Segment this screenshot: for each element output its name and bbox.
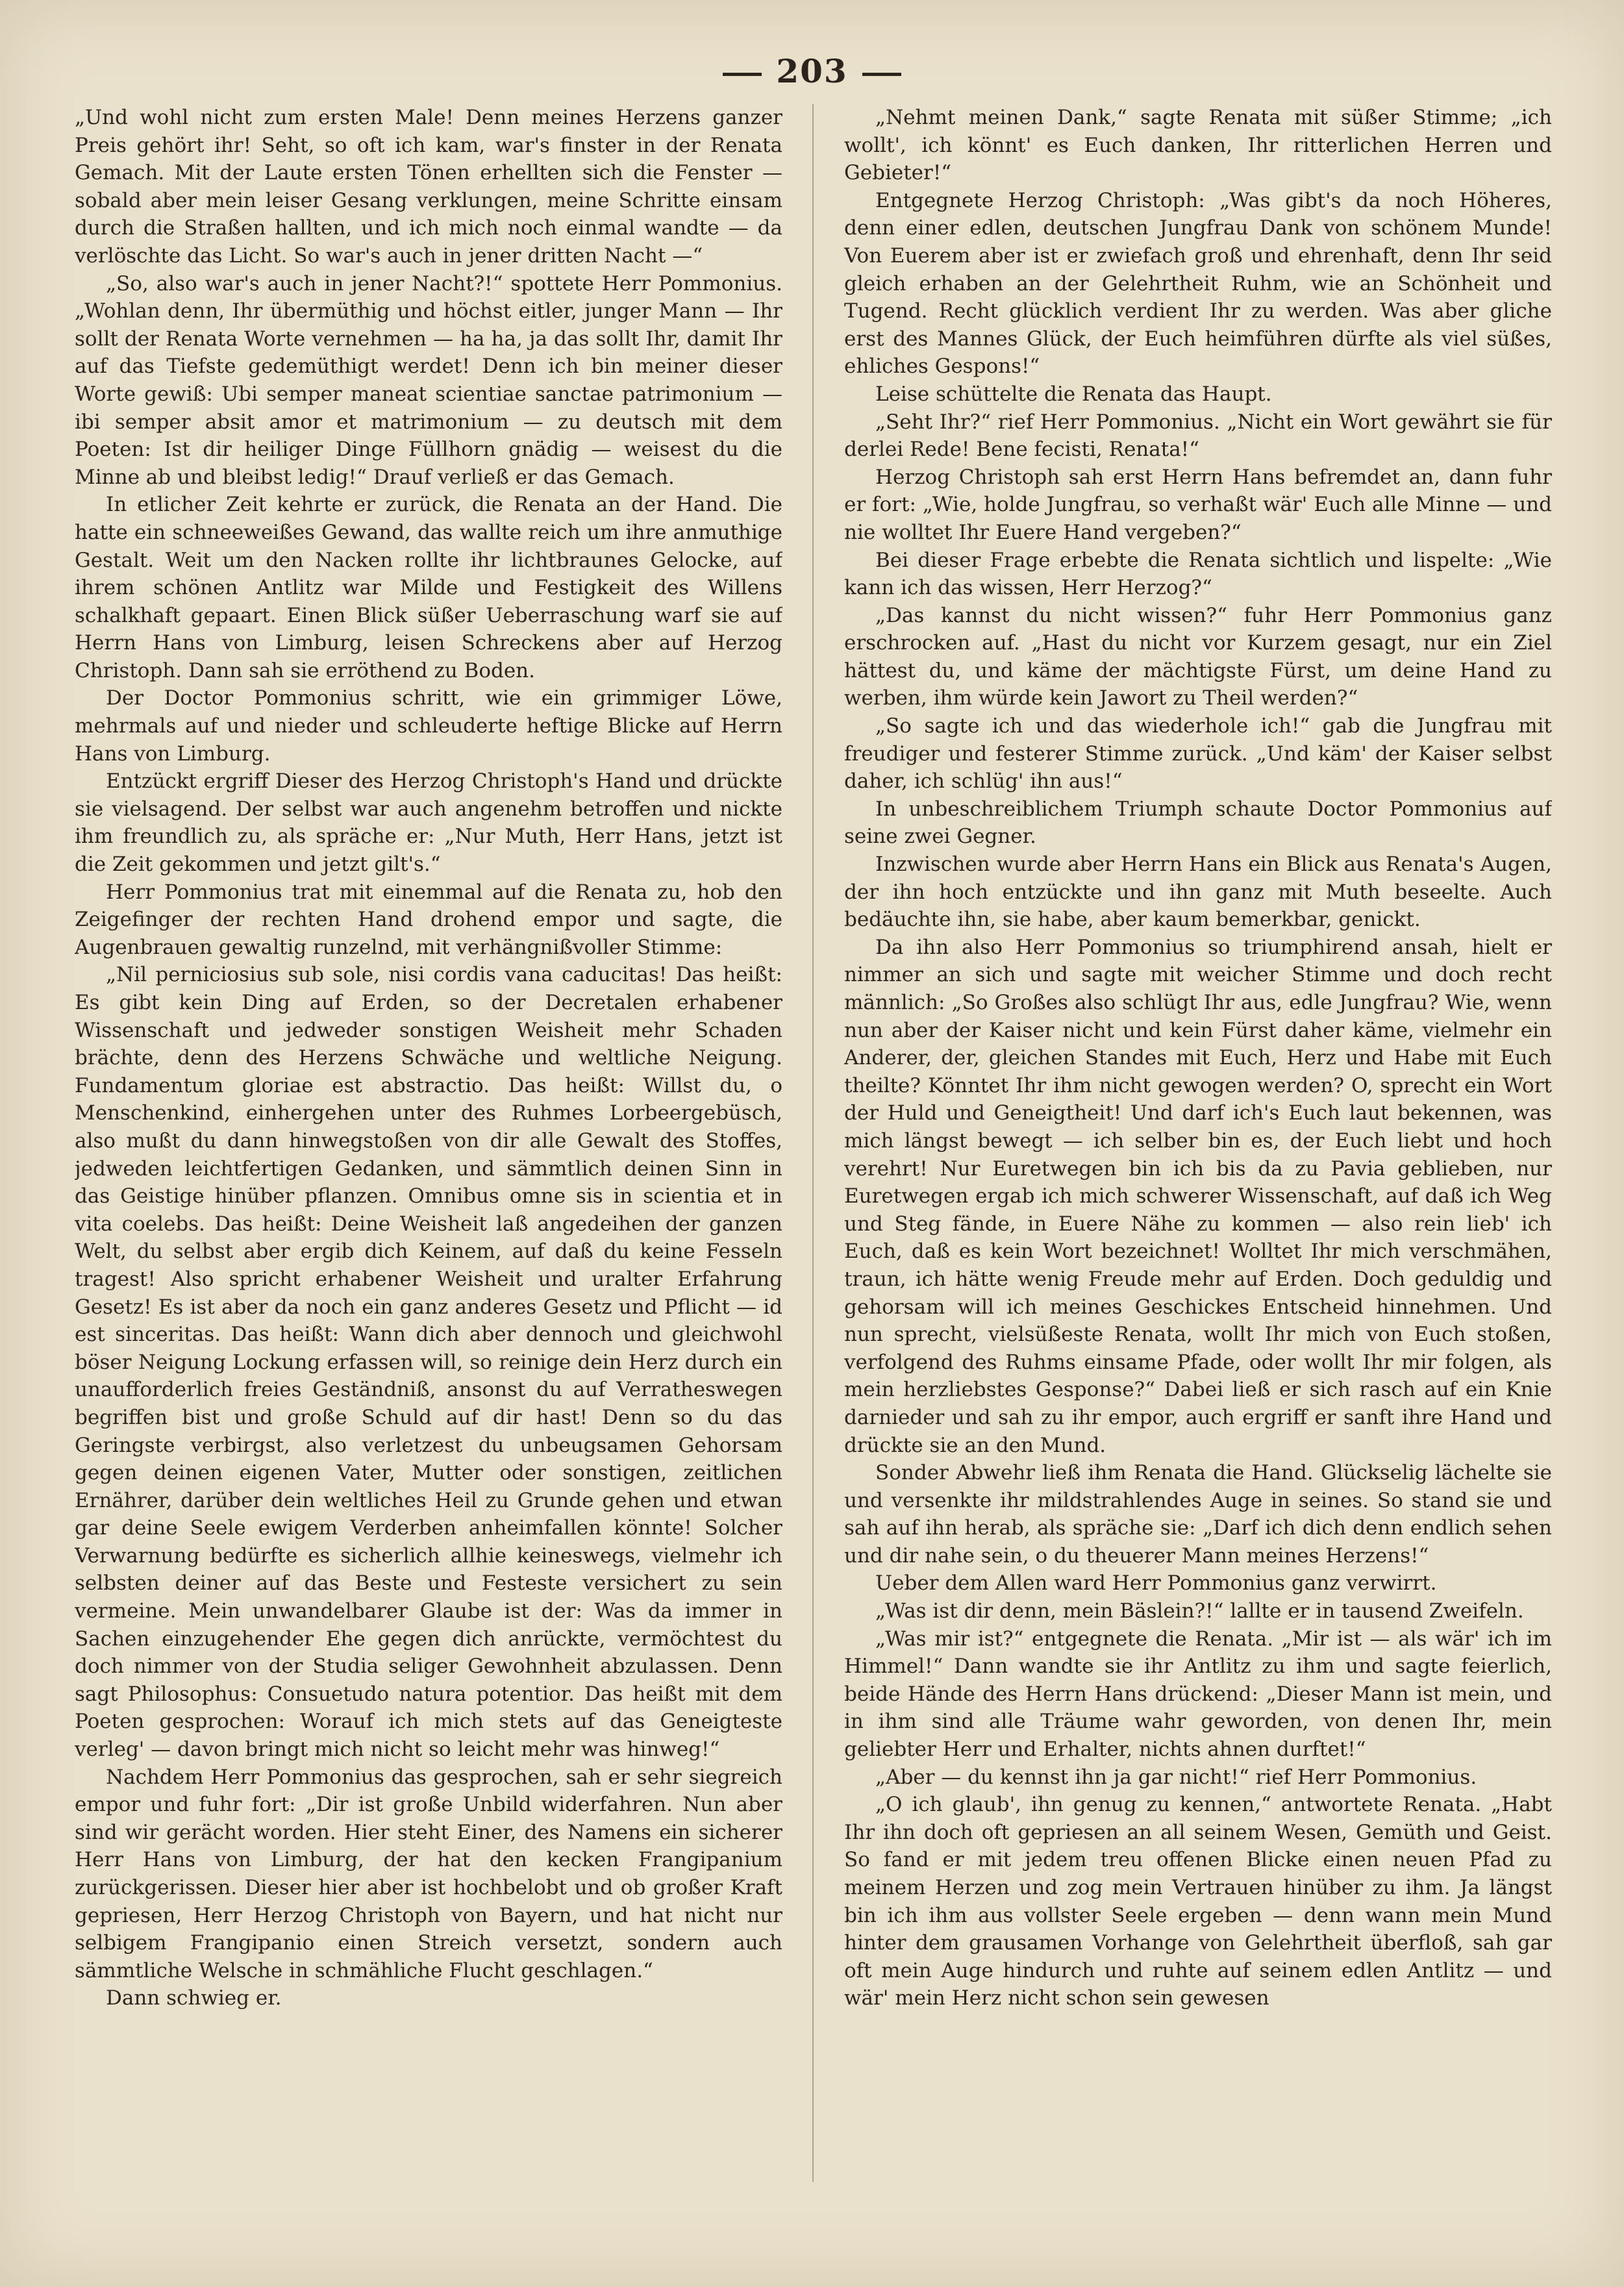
paragraph: „So sagte ich und das wiederhole ich!“ gab die Jungfrau mit freudiger und festerer Stimme zurück. „Und käm' der Kaiser selbst daher, ich schlüg' ihn aus!“	[844, 714, 1552, 794]
paragraph: Herzog Christoph sah erst Herrn Hans befremdet an, dann fuhr er fort: „Wie, holde Jungfrau, so verhaßt wär' Euch alle Minne — und nie wolltet Ihr Euere Hand vergeben?“	[844, 465, 1552, 544]
paragraph: „Was ist dir denn, mein Bäslein?!“ lallte er in tausend Zweifeln.	[875, 1599, 1524, 1623]
right-column	[844, 104, 1552, 2188]
paragraph: „Nil perniciosius sub sole, nisi cordis vana caducitas! Das heißt: Es gibt kein Ding auf Erden, so der Decretalen erhabener Wissenschaft und jedweder sonstigen Weisheit mehr Schaden brächte, denn des Herzens Schwäche und weltliche Neigung. Fundamentum gloriae est abstractio. Das heißt: Willst du, o Menschenkind, einhergehen unter des Ruhmes Lorbeergebüsch, also mußt du dann hinwegstoßen von dir alle Gewalt des Stoffes, jedweden leichtfertigen Gedanken, und sämmtlich deinen Sinn in das Geistige hinüber pflanzen. Omnibus omne sis in scientia et in vita coelebs. Das heißt: Deine Weisheit laß angedeihen der ganzen Welt, du selbst aber ergib dich Keinem, auf daß du keine Fesseln tragest! Also spricht erhabener Weisheit und uralter Erfahrung Gesetz! Es ist aber da noch ein ganz anderes Gesetz und Pflicht — id est sinceritas. Das heißt: Wann dich aber dennoch und gleichwohl böser Neigung Lockung erfassen will, so reinige dein Herz durch ein unaufforderlich freies Geständniß, ansonst du auf Verratheswegen begriffen bist und große Schuld auf dir hast! Denn so du das Geringste verbirgst, also verletzest du unbeugsamen Gehorsam gegen deinen eigenen Vater, Mutter oder sonstigen, zeitlichen Ernährer, darüber dein weltliches Heil zu Grunde gehen und etwan gar deine Seele ewigem Verderben anheimfallen könnte! Solcher Verwarnung bedürfte es sicherlich allhie keineswegs, vielmehr ich selbsten deiner auf das Beste und Festeste versichert zu sein vermeine. Mein unwandelbarer Glaube ist der: Was da immer in Sachen einzugehender Ehe gegen dich anrückte, vermöchtest du doch nimmer von der Studia seliger Gewohnheit abzulassen. Denn sagt Philosophus: Consuetudo natura potentior. Das heißt mit dem Poeten gesprochen: Worauf ich mich stets auf das Geneigteste verleg' — davon bringt mich nicht so leicht mehr was hinweg!“	[75, 963, 782, 1762]
paragraph: Sonder Abwehr ließ ihm Renata die Hand. Glückselig lächelte sie und versenkte ihr mildstrahlendes Auge in seines. So stand sie und sah auf ihn herab, als spräche sie: „Darf ich dich denn endlich sehen und dir nahe sein, o du theuerer Mann meines Herzens!“	[844, 1461, 1552, 1568]
page-number: 203	[776, 52, 848, 90]
paragraph: „Nehmt meinen Dank,“ sagte Renata mit süßer Stimme; „ich wollt', ich könnt' es Euch danken, Ihr ritterlichen Herren und Gebieter!“	[844, 106, 1552, 185]
paragraph: Ueber dem Allen ward Herr Pommonius ganz verwirrt.	[875, 1571, 1437, 1595]
paragraph: Herr Pommonius trat mit einemmal auf die Renata zu, hob den Zeigefinger der rechten Hand drohend empor und sagte, die Augenbrauen gewaltig runzelnd, mit verhängnißvoller Stimme:	[75, 880, 782, 959]
paragraph: „Seht Ihr?“ rief Herr Pommonius. „Nicht ein Wort gewährt sie für derlei Rede! Bene fecisti, Renata!“	[844, 410, 1552, 462]
paragraph: „Und wohl nicht zum ersten Male! Denn meines Herzens ganzer Preis gehört ihr! Seht, so oft ich kam, war's finster in der Renata Gemach. Mit der Laute ersten Tönen erhellten sich die Fenster — sobald aber mein leiser Gesang verklungen, meine Schritte einsam durch die Straßen hallten, und ich mich noch einmal wandte — da verlöschte das Licht. So war's auch in jener dritten Nacht —“	[75, 106, 782, 268]
paragraph: Dann schwieg er.	[106, 1986, 282, 2010]
header-dash-left	[723, 73, 762, 76]
paragraph: Nachdem Herr Pommonius das gesprochen, sah er sehr siegreich empor und fuhr fort: „Dir ist große Unbild widerfahren. Nun aber sind wir gerächt worden. Hier steht Einer, des Namens ein sicherer Herr Hans von Limburg, der hat den kecken Frangipanium zurückgerissen. Dieser hier aber ist hochbelobt und ob großer Kraft gepriesen, Herr Herzog Christoph von Bayern, und hat nicht nur selbigem Frangipanio einen Streich versetzt, sondern auch sämmtliche Welsche in schmähliche Flucht geschlagen.“	[75, 1765, 782, 1982]
left-column	[75, 104, 782, 2188]
paragraph: „Was mir ist?“ entgegnete die Renata. „Mir ist — als wär' ich im Himmel!“ Dann wandte sie ihr Antlitz zu ihm und sagte feierlich, beide Hände des Herrn Hans drückend: „Dieser Mann ist mein, und in ihm sind alle Träume wahr geworden, von denen Ihr, mein geliebter Herr und Erhalter, nichts ahnen durftet!“	[844, 1627, 1552, 1762]
paragraph: Entzückt ergriff Dieser des Herzog Christoph's Hand und drückte sie vielsagend. Der selbst war auch angenehm betroffen und nickte ihm freundlich zu, als spräche er: „Nur Muth, Herr Hans, jetzt ist die Zeit gekommen und jetzt gilt's.“	[75, 769, 782, 877]
paragraph: Inzwischen wurde aber Herrn Hans ein Blick aus Renata's Augen, der ihn hoch entzückte und ihn ganz mit Muth beseelte. Auch bedäuchte ihn, sie habe, aber kaum bemerkbar, genickt.	[844, 853, 1552, 932]
paragraph: „So, also war's auch in jener Nacht?!“ spottete Herr Pommonius. „Wohlan denn, Ihr übermüthig und höchst eitler, junger Mann — Ihr sollt der Renata Worte vernehmen — ha ha, ja das sollt Ihr, damit Ihr auf das Tiefste gedemüthigt werdet! Denn ich bin meiner dieser Worte gewiß: Ubi semper maneat scientiae sanctae patrimonium — ibi semper absit amor et matrimonium — zu deutsch mit dem Poeten: Ist dir heiliger Dinge Füllhorn gnädig — weisest du die Minne ab und bleibst ledig!“ Drauf verließ er das Gemach.	[75, 271, 782, 489]
paragraph: In etlicher Zeit kehrte er zurück, die Renata an der Hand. Die hatte ein schneeweißes Gewand, das wallte reich um ihre anmuthige Gestalt. Weit um den Nacken rollte ihr lichtbraunes Gelocke, auf ihrem schönen Antlitz war Milde und Festigkeit des Willens schalkhaft gepaart. Einen Blick süßer Ueberraschung warf sie auf Herrn Hans von Limburg, leisen Schreckens aber auf Herzog Christoph. Dann sah sie erröthend zu Boden.	[75, 493, 782, 682]
paragraph: „O ich glaub', ihn genug zu kennen,“ antwortete Renata. „Habt Ihr ihn doch oft gepriesen an all seinem Wesen, Gemüth und Geist. So fand er mit jedem treu offenen Blicke einen neuen Pfad zu meinem Herzen und zog mein Vertrauen hinüber zu ihm. Ja längst bin ich ihm aus vollster Seele ergeben — denn wann mein Mund hinter dem grausamen Vorhange von Gelehrtheit überfloß, sah gar oft mein Auge hindurch und ruhte auf seinem edlen Antlitz — und wär' mein Herz nicht schon sein gewesen	[844, 1793, 1552, 2010]
paragraph: Der Doctor Pommonius schritt, wie ein grimmiger Löwe, mehrmals auf und nieder und schleuderte heftige Blicke auf Herrn Hans von Limburg.	[75, 686, 782, 766]
paragraph: „Das kannst du nicht wissen?“ fuhr Herr Pommonius ganz erschrocken auf. „Hast du nicht vor Kurzem gesagt, nur ein Ziel hättest du, und käme der mächtigste Fürst, um deine Hand zu werben, ihm würde kein Jawort zu Theil werden?“	[844, 603, 1552, 710]
paragraph: Entgegnete Herzog Christoph: „Was gibt's da noch Höheres, denn einer edlen, deutschen Jungfrau Dank von schönem Munde! Von Euerem aber ist er zwiefach groß und ehrenhaft, denn Ihr seid gleich erhaben an der Gelehrtheit Ruhm, wie an Schönheit und Tugend. Recht glücklich verdient Ihr zu werden. Was aber gliche erst des Mannes Glück, der Euch heimführen dürfte als viel süßes, ehliches Gespons!“	[844, 188, 1552, 379]
paragraph: Da ihn also Herr Pommonius so triumphirend ansah, hielt er nimmer an sich und sagte mit weicher Stimme und doch recht männlich: „So Großes also schlügt Ihr aus, edle Jungfrau? Wie, wenn nun aber der Kaiser nicht und kein Fürst daher käme, vielmehr ein Anderer, der, gleichen Standes mit Euch, Herz und Habe mit Euch theilte? Könntet Ihr ihm nicht gewogen werden? O, sprecht ein Wort der Huld und Geneigtheit! Und darf ich's Euch laut bekennen, was mich längst bewegt — ich selber bin es, der Euch liebt und hoch verehrt! Nur Euretwegen bin ich bis da zu Pavia geblieben, nur Euretwegen ergab ich mich schwerer Wissenschaft, auf daß ich Weg und Steg fände, in Euere Nähe zu kommen — also rein lieb' ich Euch, daß es kein Wort bezeichnet! Wolltet Ihr mich verschmähen, traun, ich hätte wenig Freude mehr auf Erden. Doch geduldig und gehorsam will ich meines Geschickes Entscheid hinnehmen. Und nun sprecht, vielsüßeste Renata, wollt Ihr mich von Euch stoßen, verfolgend des Ruhms einsame Pfade, oder wollt Ihr mir folgen, als mein herzliebstes Gesponse?“ Dabei ließ er sich rasch auf ein Knie darnieder und sah zu ihr empor, auch ergriff er sanft ihre Hand und drückte sie an den Mund.	[844, 935, 1552, 1457]
header-dash-right	[862, 73, 901, 76]
page-header	[0, 52, 1624, 90]
column-divider	[812, 104, 814, 2182]
paragraph: In unbeschreiblichem Triumph schaute Doctor Pommonius auf seine zwei Gegner.	[844, 797, 1552, 849]
paragraph: „Aber — du kennst ihn ja gar nicht!“ rief Herr Pommonius.	[875, 1765, 1477, 1789]
paragraph: Leise schüttelte die Renata das Haupt.	[875, 382, 1272, 406]
paragraph: Bei dieser Frage erbebte die Renata sichtlich und lispelte: „Wie kann ich das wissen, Herr Herzog?“	[844, 548, 1552, 600]
